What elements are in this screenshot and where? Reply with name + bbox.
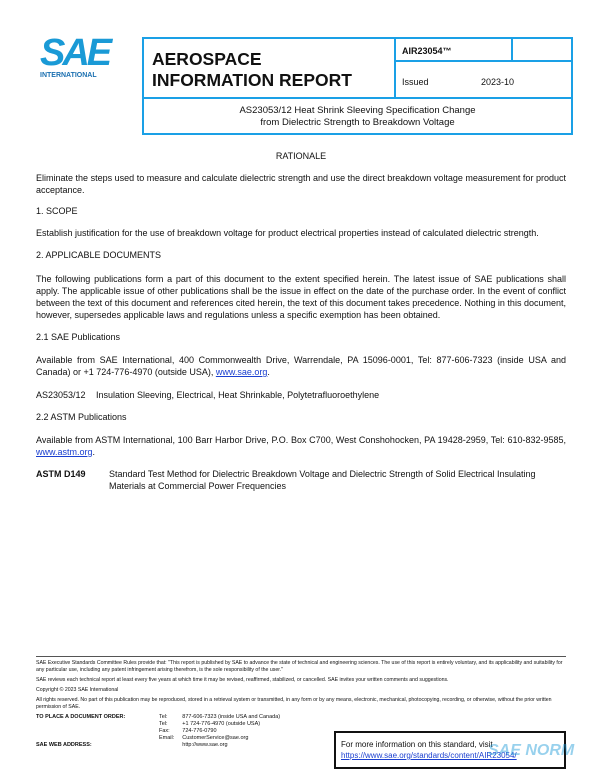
watermark: SAE NORM	[488, 742, 575, 759]
rationale-heading: RATIONALE	[275, 151, 327, 161]
reference-title: Insulation Sleeving, Electrical, Heat Shrinkable, Polytetrafluoroethylene	[96, 390, 380, 400]
reference-item	[36, 468, 566, 492]
tel-value: +1 724-776-4970 (outside USA)	[182, 721, 261, 727]
footer-rights: All rights reserved. No part of this publication may be reproduced, stored in a retrieval system or transmitted, in any form or by any means, electronic, mechanical, photocopying, recording, or otherwise, without the prior written permission of SAE.	[36, 697, 552, 710]
email-value[interactable]: CustomerService@sae.org	[182, 735, 249, 741]
sae-logo	[40, 32, 120, 79]
section-heading: 2. APPLICABLE DOCUMENTS	[36, 250, 162, 260]
web-value[interactable]: http://www.sae.org	[182, 742, 228, 748]
section-heading: 2.2 ASTM Publications	[36, 412, 127, 422]
header-box	[142, 37, 573, 135]
logo-mark: SAE	[40, 32, 110, 74]
rationale-text: Eliminate the steps used to measure and calculate dielectric strength and use the direct breakdown voltage measurement for product acceptance.	[36, 173, 566, 195]
document-body	[36, 150, 566, 492]
section-heading: 2.1 SAE Publications	[36, 332, 121, 342]
section-heading: 1. SCOPE	[36, 206, 78, 216]
order-info	[36, 714, 288, 749]
logo-subtitle: INTERNATIONAL	[40, 72, 97, 79]
title-line: AS23053/12 Heat Shrink Sleeving Specification Change	[239, 105, 476, 116]
issued-cell	[396, 62, 571, 99]
document-title	[144, 99, 571, 135]
astm-link[interactable]: www.astm.org	[36, 447, 93, 457]
reference-code: AS23053/12	[36, 390, 86, 400]
applicable-docs-text: The following publications form a part of this document to the extent specified herein. The latest issue of SAE publications shall apply. The applicable issue of other publications shall be the issue in effect on the date of the purchase order. In the event of conflict between the text of this document and references cited herein, the text of this document takes precedence. Nothing in this document, however, supersedes applicable laws and regulations unless a specific exemption has been obtained.	[36, 274, 566, 320]
document-type	[144, 39, 396, 99]
footer-copyright: Copyright © 2023 SAE International	[36, 687, 119, 693]
tel-label: Tel:	[159, 714, 168, 720]
revision-cell	[513, 39, 571, 62]
tel-value: 877-606-7323 (inside USA and Canada)	[182, 714, 281, 720]
type-line: INFORMATION REPORT	[152, 70, 352, 90]
more-info-title: For more information on this standard, visit	[341, 740, 493, 749]
standard-link[interactable]: https://www.sae.org/standards/content/AIR23054/	[341, 751, 517, 760]
issued-date: 2023-10	[481, 77, 515, 87]
tel-label: Tel:	[159, 721, 168, 727]
reference-code: ASTM D149	[36, 469, 86, 479]
fax-value: 724-776-0790	[182, 728, 217, 734]
availability-text: Available from SAE International, 400 Commonwealth Drive, Warrendale, PA 15096-0001, Tel: 877-606-7323 (inside USA and Canada) or +1 724-776-4970 (outside USA),	[36, 355, 566, 377]
email-label: Email:	[159, 735, 175, 741]
astm-availability-text: Available from ASTM International, 100 Barr Harbor Drive, P.O. Box C700, West Conshohocken, PA 19428-2959, Tel: 610-832-9585, www.astm.org.	[36, 435, 566, 457]
fax-label: Fax:	[159, 728, 170, 734]
issued-label: Issued	[402, 77, 429, 87]
reference-title: Standard Test Method for Dielectric Breakdown Voltage and Dielectric Strength of Solid Electrical Insulating Materials at Commercial Power Frequencies	[109, 469, 536, 491]
footer-rules: SAE Executive Standards Committee Rules provide that: "This report is published by SAE to advance the state of technical and engineering sciences. The use of this report is entirely voluntary, and its applicability and suitability for any particular use, including any patent infringement arising therefrom, is the sole responsibility of the user."	[36, 660, 563, 673]
order-label: TO PLACE A DOCUMENT ORDER:	[36, 714, 126, 720]
title-line: from Dielectric Strength to Breakdown Voltage	[260, 117, 455, 128]
document-number: AIR23054™	[396, 39, 513, 62]
availability-text: Available from ASTM International, 100 Barr Harbor Drive, P.O. Box C700, West Conshohocken, PA 19428-2959, Tel: 610-832-9585,	[36, 435, 566, 445]
type-line: AEROSPACE	[152, 49, 262, 69]
sae-availability-text: Available from SAE International, 400 Commonwealth Drive, Warrendale, PA 15096-0001, Tel: 877-606-7323 (inside USA and Canada) or +1 724-776-4970 (outside USA), www.sae.org.	[36, 355, 566, 377]
sae-link[interactable]: www.sae.org	[215, 367, 268, 377]
web-label: SAE WEB ADDRESS:	[36, 742, 92, 748]
scope-text: Establish justification for the use of breakdown voltage for product electrical properties instead of calculated dielectric strength.	[36, 228, 539, 238]
footer-review: SAE reviews each technical report at least every five years at which time it may be revised, reaffirmed, stabilized, or cancelled. SAE invites your written comments and suggestions.	[36, 677, 449, 683]
reference-item	[36, 389, 566, 401]
